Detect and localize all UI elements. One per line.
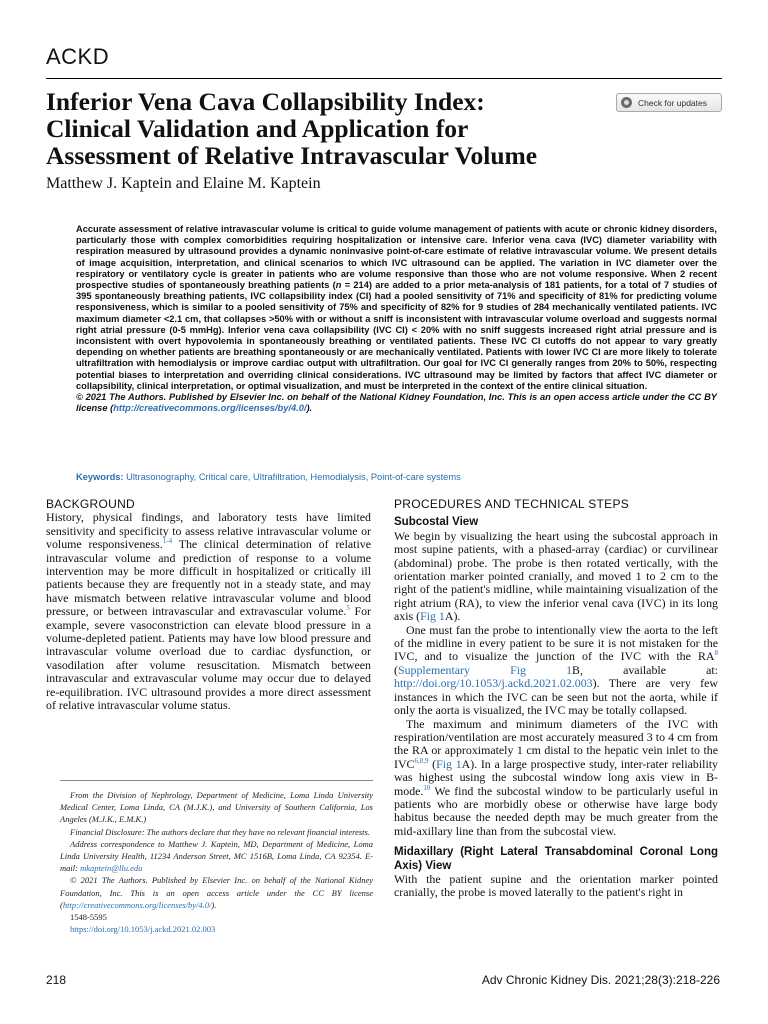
abstract-text: Accurate assessment of relative intravascular volume is critical to guide volume management of patients with acute or chronic kidney disorders, particularly those with complex comorbidities requiring hospitalization or intensive care. Inferior vena cava (IVC) diameter variability with respiration measured by ultrasound provides a dynamic noninvasive point-of-care estimate of relative intravascular volume. We present details of image acquisition, interpretation, and clinical scenarios to which IVC ultrasound can be applied. The variation in IVC diameter over the respiratory or ventilatory cycle is greater in patients who are volume responsive than those who are not volume responsive. When 2 recent prospective studies of spontaneously breathing patients ( — [76, 224, 717, 291]
left-column — [46, 498, 371, 713]
background-paragraph — [46, 511, 371, 712]
text: History, physical findings, and laboratory tests have limited sensitivity and specificity to assess relative intravascular volume or volume responsiveness. — [46, 510, 371, 552]
n-symbol: n — [335, 280, 342, 291]
text: ). There are very few instances in which the IVC can be seen but not the aorta, while if only the aorta is visualized, the IVC may be totally collapsed. — [394, 676, 718, 718]
reference[interactable]: 1-4 — [162, 537, 173, 546]
text: ( — [394, 662, 398, 677]
reference[interactable]: 5 — [346, 604, 350, 613]
title-line: Clinical Validation and Application for — [46, 114, 469, 143]
text: One must fan the probe to intentionally view the aorta to the left of the midline in every patient to be sure it is not mistaken for the IVC, and to visualize the junction of the IVC with the RA — [394, 622, 718, 664]
header-rule — [46, 78, 722, 79]
aorta-paragraph — [394, 624, 718, 718]
doi-link[interactable]: https://doi.org/10.1053/j.ackd.2021.02.003 — [70, 924, 216, 935]
title-line: Assessment of Relative Intravascular Volume — [46, 141, 538, 170]
keywords — [76, 472, 461, 482]
text: The maximum and minimum diameters of the IVC with respiration/ventilation are most accurately measured 3 to 4 cm from the RA or approximately 1 cm distal to the hepatic vein inlet to the IVC — [394, 716, 718, 771]
title-line: Inferior Vena Cava Collapsibility Index: — [46, 87, 485, 116]
doi — [60, 923, 373, 935]
text: For example, severe vasoconstriction can elevate blood pressure in a volume-depleted patient. Patients may have low blood pressure and intravascular volume overload due to cardiac dysfunction, or vasodilation after volume resuscitation. Mismatch between intravascular and extravascular volume may occur due to delayed re-equilibration. IVC ultrasound provides a more direct assessment of relative intravascular volume status. — [46, 604, 371, 713]
text: We begin by visualizing the heart using the subcostal approach in most supine patients, with a phased-array (cardiac) or curvilinear (abdominal) probe. The probe is then rotated vertically, with the orientation marker pointed cranially, and moved 1 to 2 cm to the right of the patient's midline, while maintaining visualization of the right atrium (RA), to view the inferior venal cava (IVC) in its long axis ( — [394, 528, 718, 624]
license-link[interactable]: http://creativecommons.org/licenses/by/4.0/ — [113, 403, 307, 414]
text: ( — [428, 756, 437, 771]
doi-link[interactable]: http://doi.org/10.1053/j.ackd.2021.02.003 — [394, 676, 593, 691]
reference[interactable]: 6,8,9 — [414, 756, 429, 765]
article-title — [46, 88, 606, 169]
check-updates-button[interactable] — [616, 93, 722, 112]
procedures-heading: PROCEDURES AND TECHNICAL STEPS — [394, 497, 630, 511]
text: ). — [211, 899, 217, 910]
copyright-note — [60, 874, 373, 911]
check-updates-label: Check for updates — [638, 97, 707, 108]
footnote-rule — [60, 780, 373, 781]
midaxillary-heading: Midaxillary (Right Lateral Transabdominal Coronal Long Axis) View — [394, 846, 718, 872]
figure-link[interactable]: Fig 1 — [436, 756, 462, 771]
copyright-text: ). — [306, 403, 313, 414]
diameter-paragraph — [394, 718, 718, 839]
keywords-list: Ultrasonography, Critical care, Ultrafiltration, Hemodialysis, Point-of-care systems — [126, 472, 461, 482]
background-heading: BACKGROUND — [46, 497, 136, 511]
reference[interactable]: 10 — [423, 783, 431, 792]
subcostal-heading: Subcostal View — [394, 516, 479, 529]
journal-citation: Adv Chronic Kidney Dis. 2021;28(3):218-226 — [481, 973, 720, 987]
journal-name: ACKD — [46, 44, 110, 69]
copyright-text: © 2021 The Authors. Published by Elsevier Inc. on behalf of the National Kidney Foundation, Inc. This is an open access article under the CC BY license ( — [76, 392, 717, 414]
authors: Matthew J. Kaptein and Elaine M. Kaptein — [46, 175, 321, 192]
issn: 1548-5595 — [70, 912, 107, 923]
footnotes — [60, 789, 373, 935]
text: We find the subcostal window to be particularly useful in patients who are morbidly obese or otherwise have large body habitus because the needed depth may be much greater from the mid-axillary line than from the subcostal view. — [394, 783, 718, 838]
page-number: 218 — [46, 973, 67, 987]
text: The clinical determination of relative intravascular volume and prediction of response to a volume intervention may be more difficult in hospitalized or critically ill patients because they are frequently not in a steady state, and may have mismatch between relative intravascular volume and blood pressure, or between intravascular and extravascular volume. — [46, 537, 371, 619]
text: A). — [444, 609, 461, 624]
abstract — [76, 224, 717, 414]
text: Address correspondence to Matthew J. Kaptein, MD, Department of Medicine, Loma Linda University Health, 11234 Anderson Street, MC 1516B, Loma Linda, CA 92354. E-mail: — [60, 838, 373, 874]
keywords-label: Keywords: — [76, 472, 124, 482]
correspondence-note — [60, 838, 373, 875]
text: © 2021 The Authors. Published by Elsevier Inc. on behalf of the National Kidney Foundation, Inc. This is an open access article under the CC BY license ( — [60, 875, 373, 910]
reference[interactable]: 8 — [714, 649, 718, 658]
text: B, available at: — [572, 662, 718, 677]
license-link[interactable]: http://creativecommons.org/licenses/by/4.0/ — [62, 899, 212, 910]
midaxillary-paragraph: With the patient supine and the orientation marker pointed cranially, the probe is moved laterally to the patient's right in — [394, 871, 718, 900]
text: A). In a large prospective study, inter-rater reliability was highest using the subcostal window long axis view in B-mode. — [394, 756, 718, 798]
abstract-copyright — [76, 392, 717, 413]
disclosure-note: Financial Disclosure: The authors declare that they have no relevant financial interests. — [70, 826, 370, 837]
crossmark-icon — [621, 97, 632, 108]
affiliation-note: From the Division of Nephrology, Department of Medicine, Loma Linda University Medical Center, Loma Linda, CA (M.J.K.), and University of Southern California, Los Angeles (M.J.K., E.M.K.) — [60, 790, 373, 825]
email-link[interactable]: mkaptein@llu.edu — [80, 863, 143, 874]
abstract-text: = 214) are added to a prior meta-analysis of 181 patients, for a total of 7 studies of 395 spontaneously breathing patients, IVC collapsibility index (CI) had a pooled sensitivity of 71% and specificity of 81% for predicting volume responsiveness, which is similar to a pooled sensitivity of 75% and specificity of 82% for 9 studies of 284 mechanically ventilated patients. IVC maximum diameter <2.1 cm, that collapses >50% with or without a sniff is inconsistent with intravascular volume overload and suggests normal right atrial pressure (0-5 mmHg). Inferior vena cava collapsibility (IVC CI) < 20% with no sniff suggests increased right atrial pressure and is inconsistent with overt hypovolemia in spontaneously breathing or ventilated patients. These IVC CI cutoffs do not appear to vary greatly depending on whether patients are breathing spontaneously or are mechanically ventilated. Patients with lower IVC CI are more likely to tolerate ultrafiltration with hemodialysis or improve cardiac output with ultrafiltration. Our goal for IVC CI generally ranges from 20% to 50%, respecting potential biases to interpretation and overriding clinical considerations. IVC ultrasound may be limited by factors that affect IVC diameter or collapsibility, clinical interpretation, or optimal visualization, and must be interpreted in the context of the entire clinical situation. — [76, 280, 717, 391]
subcostal-paragraph — [394, 530, 718, 624]
supplementary-link[interactable]: Supplementary Fig 1 — [397, 662, 573, 677]
figure-link[interactable]: Fig 1 — [420, 609, 445, 624]
right-column — [394, 498, 718, 900]
